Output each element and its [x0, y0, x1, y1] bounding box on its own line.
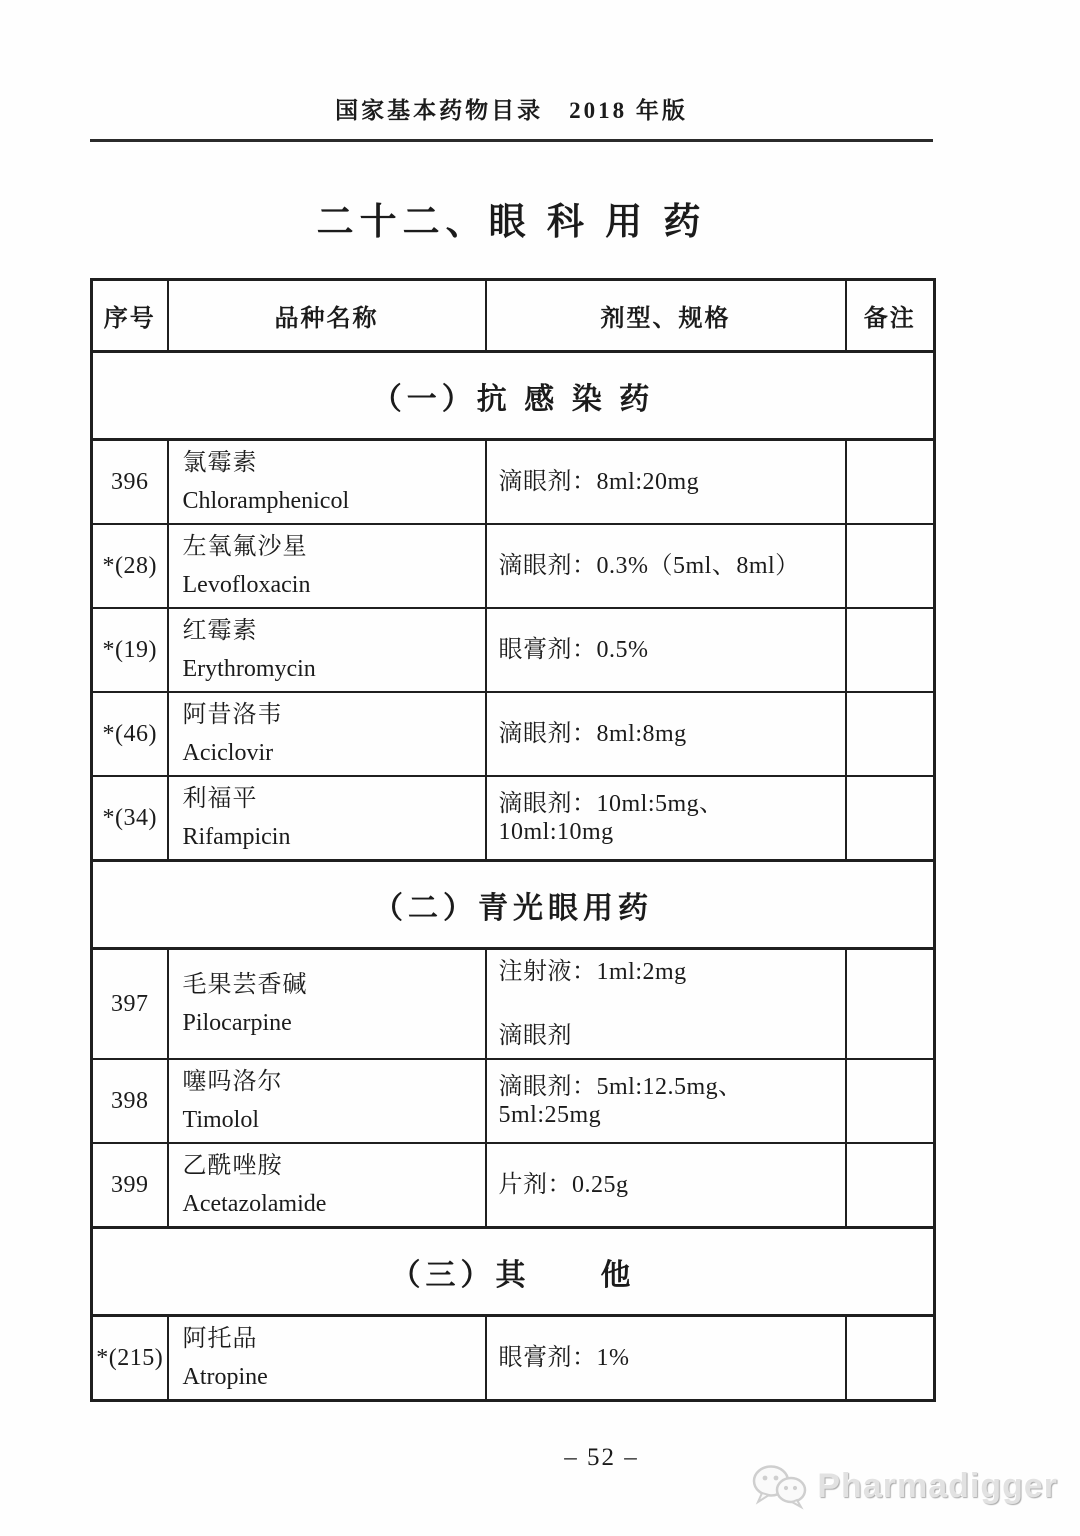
row-number-cell: 397	[92, 949, 168, 1060]
table-row	[92, 440, 935, 525]
section-heading-row	[92, 861, 935, 949]
drug-name-cell	[168, 949, 486, 1060]
drug-name-en: Erythromycin	[182, 656, 316, 682]
drug-name-en: Aciclovir	[182, 740, 274, 766]
drug-name-en: Levofloxacin	[182, 572, 311, 598]
spec-line: 滴眼剂：0.3%（5ml、8ml）	[498, 553, 800, 579]
row-number-cell: 396	[92, 440, 168, 525]
section-heading: （一）抗 感 染 药	[92, 352, 935, 440]
note-cell	[846, 1059, 935, 1143]
spec-line: 滴眼剂	[498, 1023, 572, 1049]
row-number-cell: *(215)	[92, 1316, 168, 1401]
column-header-note: 备注	[846, 280, 935, 352]
spec-cell	[486, 524, 846, 608]
drug-name-cell	[168, 440, 486, 525]
header-rule	[90, 139, 933, 142]
drug-name-zh: 阿昔洛韦	[182, 702, 283, 728]
spec-cell	[486, 949, 846, 1060]
section-heading: （三）其 他	[92, 1228, 935, 1316]
row-number-cell: *(34)	[92, 776, 168, 861]
row-number-cell: 398	[92, 1059, 168, 1143]
section-heading: （二）青光眼用药	[92, 861, 935, 949]
spec-cell	[486, 1316, 846, 1401]
drug-name-cell	[168, 1143, 486, 1228]
table-row	[92, 776, 935, 861]
table-row	[92, 1143, 935, 1228]
spec-line: 滴眼剂：5ml:12.5mg、5ml:25mg	[498, 1074, 743, 1128]
page-content	[90, 0, 933, 1471]
row-number-cell: *(19)	[92, 608, 168, 692]
row-number-cell: 399	[92, 1143, 168, 1228]
document-header-title: 国家基本药物目录 2018 年版	[335, 98, 688, 123]
drug-name-cell	[168, 524, 486, 608]
spec-line: 滴眼剂：8ml:20mg	[498, 469, 700, 495]
drug-name-en: Rifampicin	[182, 824, 291, 850]
table-row	[92, 524, 935, 608]
table-row	[92, 1316, 935, 1401]
note-cell	[846, 608, 935, 692]
drug-name-zh: 乙酰唑胺	[182, 1153, 283, 1179]
document-header	[90, 0, 933, 142]
drug-name-cell	[168, 1316, 486, 1401]
drug-name-cell	[168, 776, 486, 861]
page-number: – 52 –	[564, 1444, 639, 1471]
note-cell	[846, 524, 935, 608]
drug-name-en: Atropine	[182, 1364, 268, 1390]
row-number-cell: *(28)	[92, 524, 168, 608]
note-cell	[846, 776, 935, 861]
drug-name-cell	[168, 1059, 486, 1143]
note-cell	[846, 692, 935, 776]
drug-name-zh: 左氧氟沙星	[182, 534, 308, 560]
note-cell	[846, 1316, 935, 1401]
watermark	[751, 1462, 1058, 1510]
column-header-spec: 剂型、规格	[486, 280, 846, 352]
table-row	[92, 1059, 935, 1143]
drug-name-cell	[168, 608, 486, 692]
drug-name-zh: 噻吗洛尔	[182, 1069, 283, 1095]
page-title: 二十二、眼 科 用 药	[316, 202, 707, 243]
drug-name-zh: 毛果芸香碱	[182, 972, 308, 998]
table-row	[92, 949, 935, 1060]
spec-cell	[486, 776, 846, 861]
section-heading-row	[92, 352, 935, 440]
spec-line: 片剂：0.25g	[498, 1172, 629, 1198]
spec-cell	[486, 692, 846, 776]
spec-line: 注射液：1ml:2mg	[498, 959, 687, 985]
table-header-row	[92, 280, 935, 352]
spec-cell	[486, 1143, 846, 1228]
drug-name-zh: 红霉素	[182, 618, 258, 644]
column-header-name: 品种名称	[168, 280, 486, 352]
drug-name-zh: 利福平	[182, 786, 258, 812]
spec-cell	[486, 608, 846, 692]
drug-table	[90, 278, 936, 1402]
note-cell	[846, 949, 935, 1060]
spec-line: 滴眼剂：8ml:8mg	[498, 721, 687, 747]
row-number-cell: *(46)	[92, 692, 168, 776]
wechat-icon	[751, 1462, 809, 1510]
spec-line: 眼膏剂：1%	[498, 1345, 630, 1371]
spec-cell	[486, 1059, 846, 1143]
spec-line: 眼膏剂：0.5%	[498, 637, 649, 663]
drug-name-cell	[168, 692, 486, 776]
drug-name-en: Acetazolamide	[182, 1191, 327, 1217]
drug-name-en: Chloramphenicol	[182, 488, 350, 514]
note-cell	[846, 440, 935, 525]
section-heading-row	[92, 1228, 935, 1316]
drug-name-en: Pilocarpine	[182, 1010, 292, 1036]
spec-cell	[486, 440, 846, 525]
column-header-no: 序号	[92, 280, 168, 352]
drug-name-zh: 阿托品	[182, 1326, 258, 1352]
spec-line: 滴眼剂：10ml:5mg、10ml:10mg	[498, 791, 724, 845]
note-cell	[846, 1143, 935, 1228]
table-row	[92, 608, 935, 692]
watermark-text: Pharmadigger	[817, 1466, 1058, 1505]
drug-name-zh: 氯霉素	[182, 450, 258, 476]
table-row	[92, 692, 935, 776]
drug-name-en: Timolol	[182, 1107, 259, 1133]
